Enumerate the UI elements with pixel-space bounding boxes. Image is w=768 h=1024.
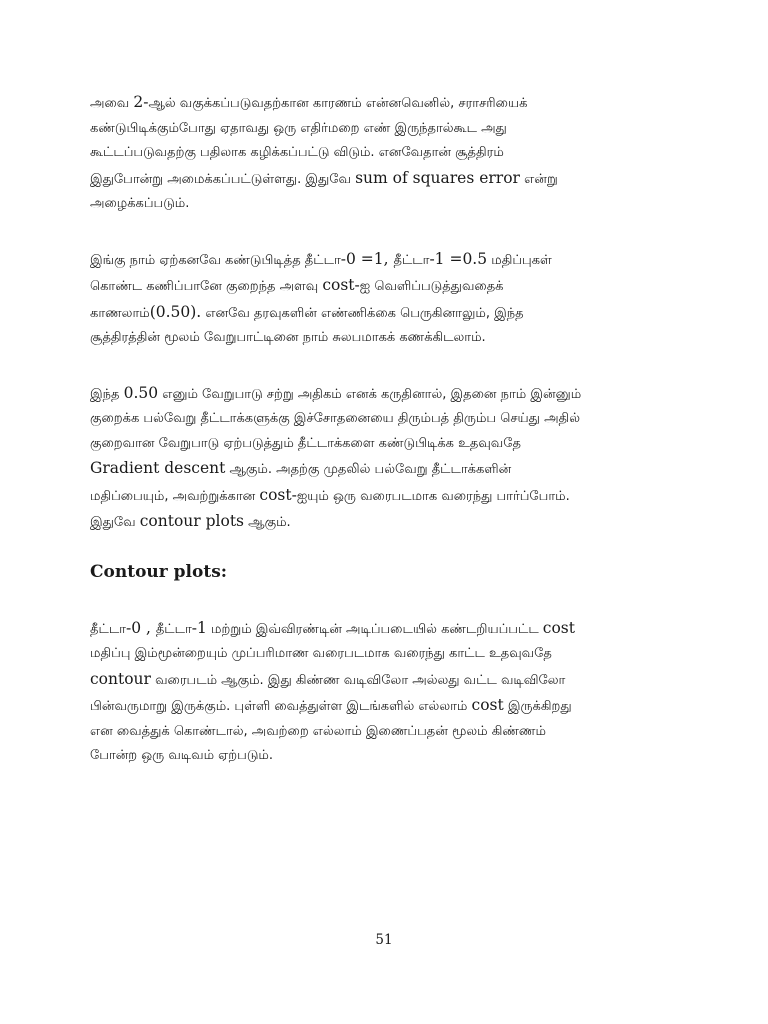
text-run: அழைக்கப்படும். <box>90 196 190 211</box>
text-run-latin: -1 <box>191 618 207 637</box>
text-line <box>90 273 680 300</box>
text-run: மதிப்பையும், அவற்றுக்கான <box>90 488 260 504</box>
text-line <box>90 90 680 117</box>
text-run: ஐ வெளிப்படுத்துவதைக் <box>359 279 504 294</box>
text-run: ஆகும். <box>244 515 291 530</box>
text-run-latin: cost- <box>322 276 360 294</box>
text-run: சூத்திரத்தின் மூலம் வேறுபாட்டினை நாம் சுலபமாகக் கணக்கிடலாம். <box>90 330 486 345</box>
text-line <box>90 720 680 745</box>
text-run-latin: Gradient descent <box>90 459 226 477</box>
text-run: காணலாம் <box>90 305 150 321</box>
text-run: ஆல் வகுக்கப்படுவதற்கான காரணம் என்னவெனில், சராசரியைக் <box>148 96 528 111</box>
text-line <box>90 407 680 432</box>
text-run: தீட்டா <box>393 252 430 268</box>
text-run-latin: 2- <box>133 93 149 111</box>
text-run-latin: contour <box>90 669 151 688</box>
text-run: மற்றும் இவ்விரண்டின் அடிப்படையில் கண்டறியப்பட்ட <box>206 621 543 637</box>
text-run: தீட்டா <box>90 621 126 637</box>
text-run: எனும் வேறுபாடு சற்று அதிகம் எனக் கருதினால், இதனை நாம் இன்னும் <box>158 386 582 402</box>
text-line <box>90 642 680 667</box>
paragraph-sum-of-squares <box>90 90 680 217</box>
text-run: கண்டுபிடிக்கும்போது ஏதாவது ஒரு எதிர்மறை எண் இருந்தால்கூட அது <box>90 120 507 136</box>
text-line <box>90 247 680 274</box>
paragraph-theta-values <box>90 247 680 351</box>
text-run-latin: -0 , <box>125 618 156 637</box>
text-line <box>90 192 680 217</box>
text-line <box>90 509 680 536</box>
text-run-latin: cost <box>471 696 504 714</box>
text-run-latin: contour plots <box>139 512 245 530</box>
text-run: என வைத்துக் கொண்டால், அவற்றை எல்லாம் இணைப்பதன் மூலம் கிண்ணம் <box>90 723 546 739</box>
text-run-latin: -1 =0.5 <box>429 249 488 268</box>
section-heading: Contour plots: <box>90 561 228 582</box>
page-number: 51 <box>375 932 393 948</box>
text-line <box>90 381 680 408</box>
text-run-latin: cost <box>542 618 575 637</box>
text-run: குறைக்க பல்வேறு தீட்டாக்களுக்கு இச்சோதனையை திரும்பத் திரும்ப செய்து அதில் <box>90 411 580 426</box>
text-line <box>90 667 680 694</box>
text-line <box>90 326 680 351</box>
text-run: ஆகும். அதற்கு முதலில் பல்வேறு தீட்டாக்களின் <box>225 462 512 477</box>
text-run: மதிப்பு இம்மூன்றையும் முப்பரிமாண வரைபடமாக வரைந்து காட்ட உதவுவதே <box>90 646 552 661</box>
text-line <box>90 166 680 193</box>
text-line <box>90 693 680 720</box>
text-line <box>90 432 680 457</box>
paragraph-contour-plots <box>90 616 680 769</box>
text-run-latin: 0.50 <box>123 383 159 402</box>
text-run: என்று <box>519 171 558 187</box>
text-run: அவை <box>90 96 134 111</box>
text-run-latin: -0 =1, <box>340 249 394 268</box>
text-run-latin: cost- <box>259 485 297 504</box>
text-run: எனவே தரவுகளின் எண்ணிக்கை பெருகினாலும், இந்த <box>201 305 524 321</box>
text-run: தீட்டா <box>155 621 192 637</box>
text-line <box>90 483 680 510</box>
text-line <box>90 141 680 166</box>
text-run: இதுபோன்று அமைக்கப்பட்டுள்ளது. இதுவே <box>90 171 356 187</box>
text-line <box>90 744 680 769</box>
text-run: ஐயும் ஒரு வரைபடமாக வரைந்து பார்ப்போம். <box>296 488 570 504</box>
text-run: கொண்ட கணிப்பானே குறைந்த அளவு <box>90 279 323 294</box>
text-run-latin: (0.50). <box>149 302 202 321</box>
text-run: கூட்டப்படுவதற்கு பதிலாக கழிக்கப்பட்டு விடும். எனவேதான் சூத்திரம் <box>90 145 504 160</box>
text-line <box>90 300 680 327</box>
text-run: போன்ற ஒரு வடிவம் ஏற்படும். <box>90 748 274 763</box>
document-page <box>90 90 680 769</box>
text-line <box>90 616 680 643</box>
text-run: பின்வருமாறு இருக்கும். புள்ளி வைத்துள்ள இடங்களில் எல்லாம் <box>90 699 472 714</box>
text-run: வரைபடம் ஆகும். இது கிண்ண வடிவிலோ அல்லது வட்ட வடிவிலோ <box>150 672 566 688</box>
text-run: இந்த <box>90 386 124 402</box>
text-run-latin: sum of squares error <box>355 168 520 187</box>
text-run: இருக்கிறது <box>503 699 572 714</box>
paragraph-gradient-descent <box>90 381 680 536</box>
text-run: இங்கு நாம் ஏற்கனவே கண்டுபிடித்த தீட்டா <box>90 252 341 268</box>
text-line <box>90 117 680 142</box>
text-run: இதுவே <box>90 515 140 530</box>
text-run: குறைவான வேறுபாடு ஏற்படுத்தும் தீட்டாக்களை கண்டுபிடிக்க உதவுவதே <box>90 435 521 451</box>
text-run: மதிப்புகள் <box>487 252 552 268</box>
text-line <box>90 456 680 483</box>
